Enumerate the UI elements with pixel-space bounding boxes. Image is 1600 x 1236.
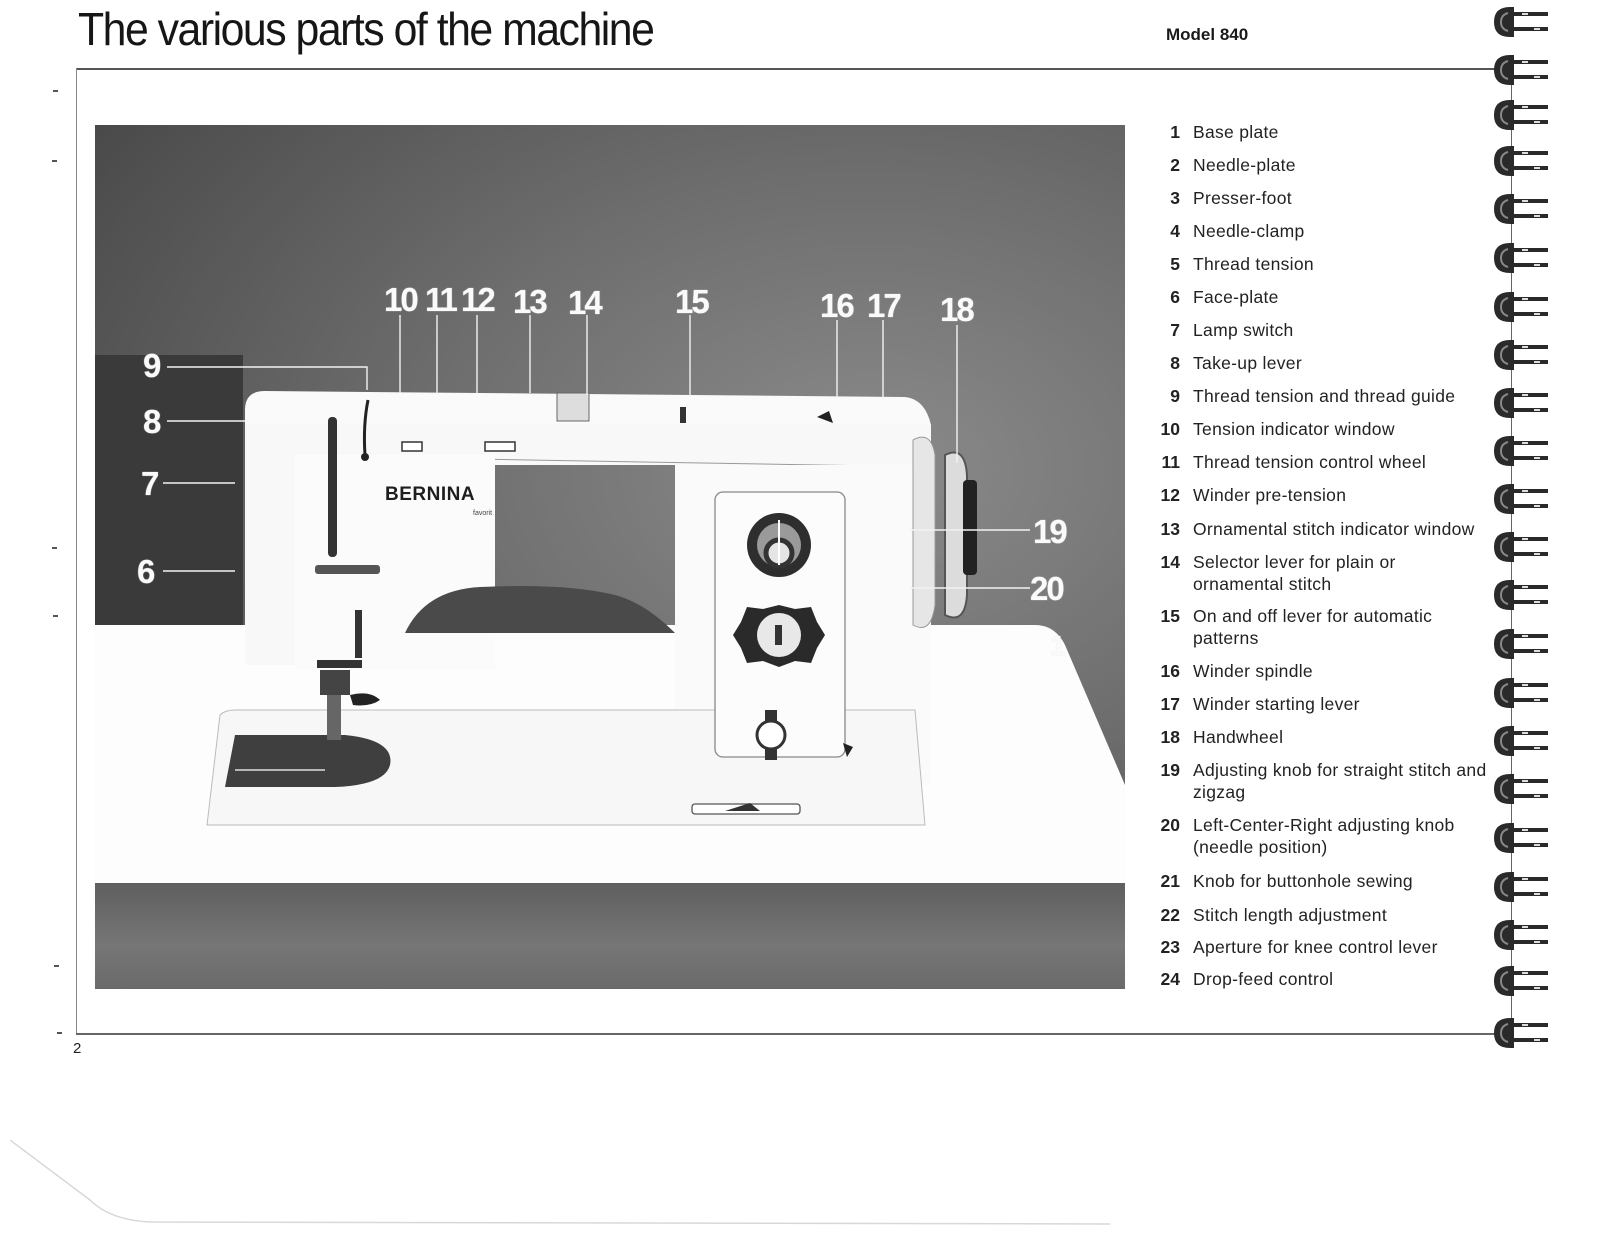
part-label: Face-plate — [1193, 287, 1279, 307]
callout-19: 19 — [1033, 513, 1066, 550]
scan-edge-artifact — [10, 1140, 1210, 1236]
part-label: Tension indicator window — [1193, 419, 1395, 439]
part-number: 10 — [1160, 419, 1180, 439]
part-label: Ornamental stitch indicator window — [1193, 519, 1475, 539]
callout-10: 10 — [384, 281, 417, 318]
part-number: 6 — [1170, 287, 1180, 307]
part-label: Winder pre-tension — [1193, 485, 1347, 505]
callout-17: 17 — [867, 287, 900, 324]
part-label: Presser-foot — [1193, 188, 1292, 208]
part-item — [1140, 154, 1513, 176]
part-item — [1140, 484, 1513, 506]
part-number: 8 — [1170, 353, 1180, 373]
part-label: Thread tension — [1193, 254, 1314, 274]
callout-6: 6 — [137, 553, 154, 590]
part-label: Knob for buttonhole sewing — [1193, 871, 1413, 891]
part-label: On and off lever for automatic patterns — [1193, 606, 1433, 648]
part-item — [1140, 660, 1513, 682]
margin-tick — [54, 965, 59, 967]
callout-1: 1 — [1050, 630, 1064, 661]
model-label: Model 840 — [1166, 25, 1249, 44]
part-number: 14 — [1160, 552, 1180, 572]
part-number: 18 — [1160, 727, 1180, 747]
callout-18: 18 — [940, 291, 973, 328]
spiral-binding — [1480, 0, 1600, 1236]
page-title: The various parts of the machine — [78, 3, 654, 55]
svg-text:BERNINA: BERNINA — [385, 484, 476, 505]
part-number: 12 — [1160, 485, 1180, 505]
callout-15: 15 — [675, 283, 708, 320]
part-number: 24 — [1160, 969, 1180, 989]
callout-7: 7 — [141, 465, 158, 502]
part-item — [1140, 385, 1513, 407]
part-label: Handwheel — [1193, 727, 1284, 747]
machine-photo — [95, 125, 1125, 989]
part-label: Take-up lever — [1193, 353, 1302, 373]
part-item — [1140, 936, 1513, 958]
part-number: 20 — [1160, 815, 1180, 835]
callout-14: 14 — [568, 284, 601, 321]
part-item — [1140, 187, 1513, 209]
part-number: 11 — [1161, 452, 1180, 472]
part-label: Winder starting lever — [1193, 694, 1360, 714]
part-label: Needle-clamp — [1193, 221, 1305, 241]
frame-left-rule — [76, 68, 77, 1034]
part-number: 15 — [1160, 606, 1180, 626]
frame-top-rule — [76, 68, 1512, 70]
part-label: Aperture for knee control lever — [1193, 937, 1438, 957]
part-label: Stitch length adjustment — [1193, 905, 1387, 925]
part-item — [1140, 451, 1513, 473]
callout-8: 8 — [143, 403, 160, 440]
margin-tick — [57, 1032, 62, 1034]
part-number: 23 — [1160, 937, 1180, 957]
part-number: 4 — [1170, 221, 1180, 241]
part-number: 7 — [1170, 320, 1180, 340]
part-item — [1140, 605, 1478, 649]
part-label: Left-Center-Right adjusting knob (needle position) — [1193, 815, 1455, 857]
part-item — [1140, 693, 1513, 715]
part-item — [1140, 220, 1513, 242]
margin-tick — [53, 90, 58, 92]
margin-tick — [52, 547, 57, 549]
part-label: Thread tension and thread guide — [1193, 386, 1456, 406]
part-number: 3 — [1170, 188, 1180, 208]
part-item — [1140, 759, 1493, 803]
part-number: 2 — [1170, 155, 1180, 175]
part-item — [1140, 253, 1513, 275]
part-label: Selector lever for plain or ornamental stitch — [1193, 552, 1396, 594]
part-item — [1140, 518, 1538, 540]
part-item — [1140, 904, 1513, 926]
callout-13: 13 — [513, 283, 546, 320]
part-label: Needle-plate — [1193, 155, 1296, 175]
part-label: Thread tension control wheel — [1193, 452, 1427, 472]
margin-tick — [53, 615, 58, 617]
part-label: Lamp switch — [1193, 320, 1294, 340]
part-number: 1 — [1170, 122, 1180, 142]
callout-12: 12 — [461, 281, 494, 318]
part-item — [1140, 319, 1513, 341]
part-item — [1140, 286, 1513, 308]
part-item — [1140, 870, 1513, 892]
page-number: 2 — [73, 1040, 82, 1057]
part-label: Drop-feed control — [1193, 969, 1334, 989]
part-item — [1140, 121, 1513, 143]
part-label: Adjusting knob for straight stitch and zigzag — [1193, 760, 1487, 802]
svg-text:favorit: favorit — [473, 510, 493, 517]
part-number: 17 — [1160, 694, 1180, 714]
binding-rings — [1480, 0, 1600, 1236]
part-item — [1140, 352, 1513, 374]
frame-bottom-rule — [76, 1033, 1512, 1035]
part-item — [1140, 814, 1493, 858]
part-number: 21 — [1160, 871, 1180, 891]
part-number: 5 — [1170, 254, 1180, 274]
callout-16: 16 — [820, 287, 853, 324]
callout-9: 9 — [143, 347, 160, 384]
part-item — [1140, 551, 1443, 595]
callout-20: 20 — [1030, 570, 1063, 607]
part-label: Winder spindle — [1193, 661, 1313, 681]
part-number: 13 — [1160, 519, 1180, 539]
part-number: 22 — [1160, 905, 1180, 925]
part-number: 16 — [1160, 661, 1180, 681]
callout-11: 11 — [425, 281, 456, 318]
part-number: 9 — [1170, 386, 1180, 406]
part-number: 19 — [1160, 760, 1180, 780]
part-item — [1140, 418, 1513, 440]
part-label: Base plate — [1193, 122, 1279, 142]
part-item — [1140, 726, 1513, 748]
sewing-machine-illustration — [95, 125, 1125, 989]
margin-tick — [52, 160, 57, 162]
part-item — [1140, 968, 1513, 990]
